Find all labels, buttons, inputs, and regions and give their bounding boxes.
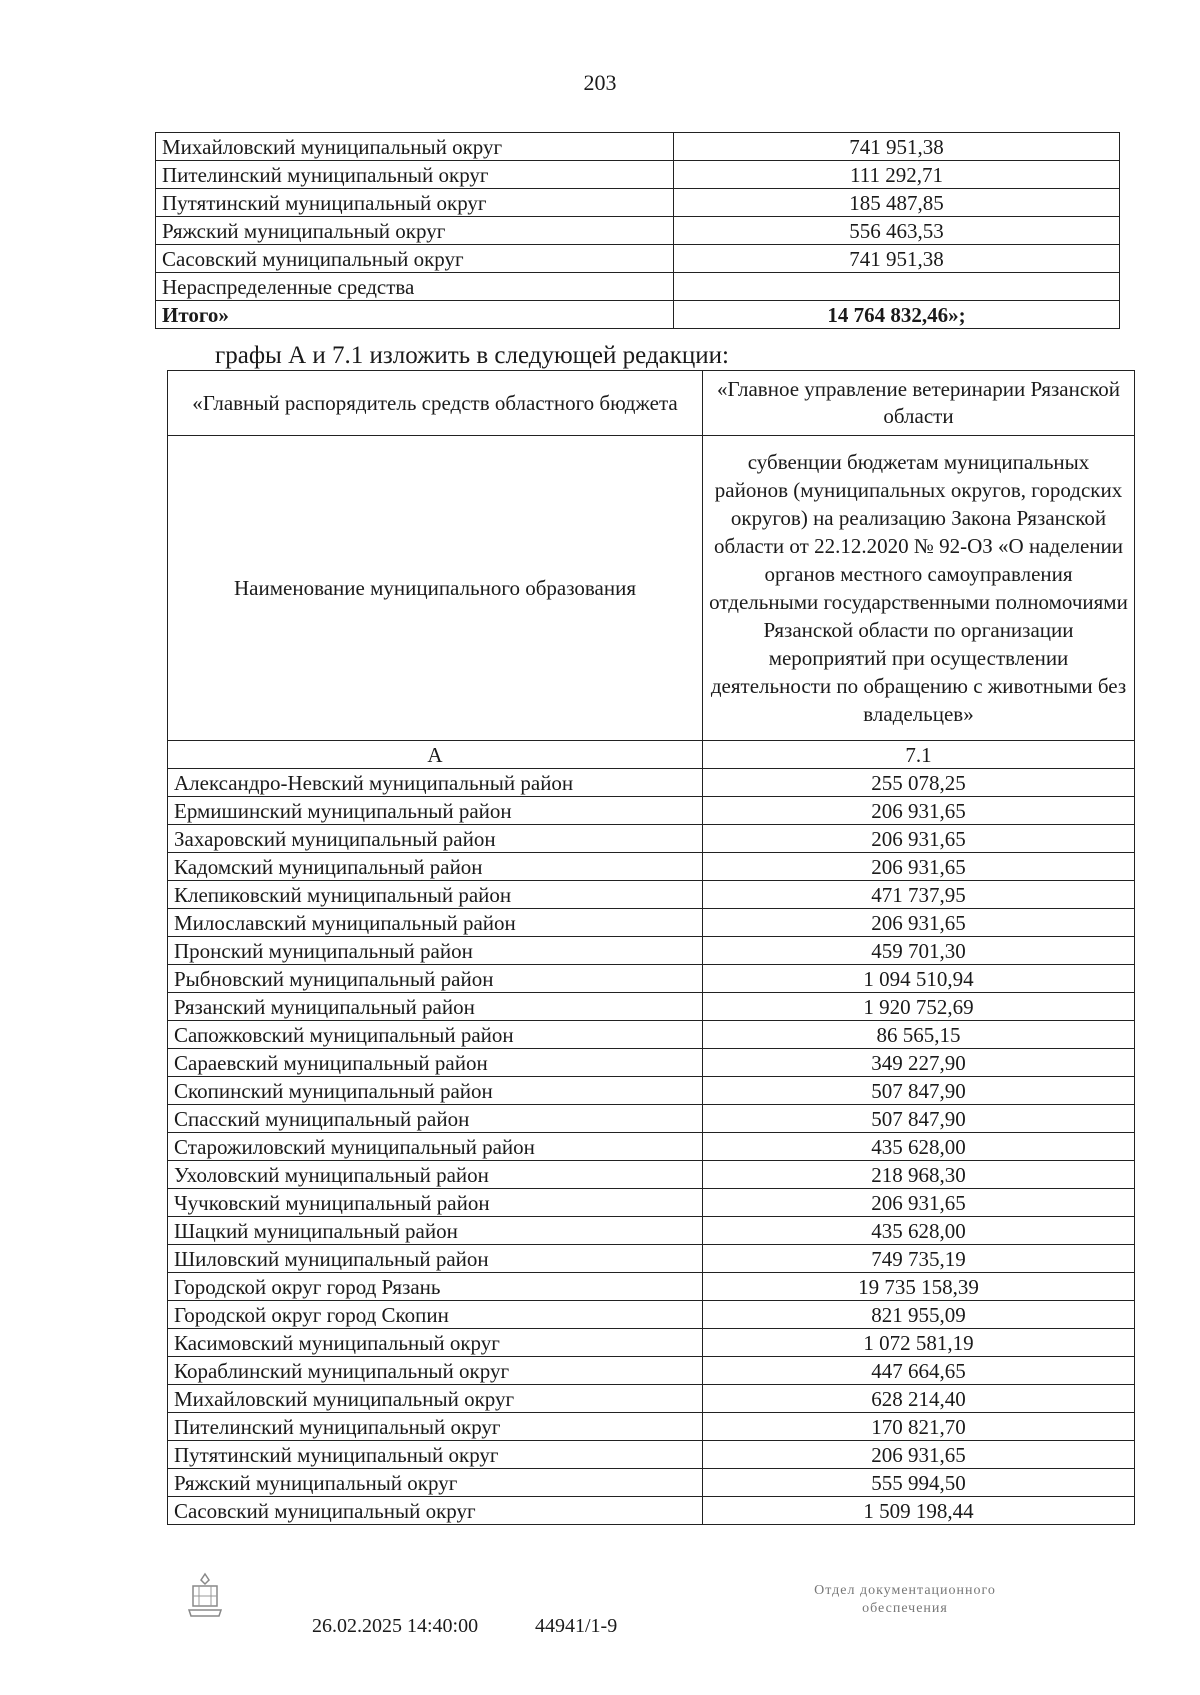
row-name: Кадомский муниципальный район	[168, 853, 703, 881]
row-value: 185 487,85	[674, 189, 1120, 217]
row-value: 507 847,90	[703, 1077, 1135, 1105]
row-value: 749 735,19	[703, 1245, 1135, 1273]
row-name: Чучковский муниципальный район	[168, 1189, 703, 1217]
table-row	[168, 1133, 1135, 1161]
column-number-a: А	[168, 741, 703, 769]
table-row	[168, 1441, 1135, 1469]
table-row	[168, 1021, 1135, 1049]
table-row	[168, 769, 1135, 797]
row-value: 741 951,38	[674, 133, 1120, 161]
row-name: Рязанский муниципальный район	[168, 993, 703, 1021]
stamp-line-1: Отдел документационного	[814, 1583, 996, 1598]
instruction-text: графы А и 7.1 изложить в следующей редакции:	[215, 342, 729, 369]
table-row	[168, 909, 1135, 937]
row-name: Спасский муниципальный район	[168, 1105, 703, 1133]
row-name: Городской округ город Рязань	[168, 1273, 703, 1301]
row-name: Михайловский муниципальный округ	[168, 1385, 703, 1413]
row-value: 628 214,40	[703, 1385, 1135, 1413]
row-value	[674, 273, 1120, 301]
total-row	[156, 301, 1120, 329]
row-name: Милославский муниципальный район	[168, 909, 703, 937]
table-row	[168, 1413, 1135, 1441]
table-row	[156, 189, 1120, 217]
row-value: 1 072 581,19	[703, 1329, 1135, 1357]
column-number-row	[168, 741, 1135, 769]
row-name: Александро-Невский муниципальный район	[168, 769, 703, 797]
top-table	[155, 132, 1120, 329]
row-value: 206 931,65	[703, 797, 1135, 825]
row-value: 255 078,25	[703, 769, 1135, 797]
row-value: 206 931,65	[703, 1441, 1135, 1469]
table-row	[168, 1357, 1135, 1385]
row-name: Ухоловский муниципальный район	[168, 1161, 703, 1189]
row-name: Городской округ город Скопин	[168, 1301, 703, 1329]
row-value: 218 968,30	[703, 1161, 1135, 1189]
emblem-icon	[185, 1570, 225, 1618]
row-value: 206 931,65	[703, 909, 1135, 937]
row-name: Шиловский муниципальный район	[168, 1245, 703, 1273]
table-row	[168, 1105, 1135, 1133]
row-value: 206 931,65	[703, 825, 1135, 853]
page-number: 203	[583, 70, 617, 95]
row-name: Шацкий муниципальный район	[168, 1217, 703, 1245]
distributor-value: «Главное управление ветеринарии Рязанской области	[703, 371, 1135, 436]
row-name: Ряжский муниципальный округ	[168, 1469, 703, 1497]
row-name: Клепиковский муниципальный район	[168, 881, 703, 909]
row-name: Пронский муниципальный район	[168, 937, 703, 965]
row-value: 471 737,95	[703, 881, 1135, 909]
row-name: Пителинский муниципальный округ	[156, 161, 674, 189]
row-value: 435 628,00	[703, 1133, 1135, 1161]
table-row	[168, 1161, 1135, 1189]
stamp-line-2: обеспечения	[862, 1601, 948, 1616]
row-name: Кораблинский муниципальный округ	[168, 1357, 703, 1385]
header-row-distributor	[168, 371, 1135, 436]
table-row	[168, 881, 1135, 909]
row-value: 1 920 752,69	[703, 993, 1135, 1021]
row-name: Скопинский муниципальный район	[168, 1077, 703, 1105]
row-name: Нераспределенные средства	[156, 273, 674, 301]
table-row	[168, 965, 1135, 993]
row-name: Путятинский муниципальный округ	[168, 1441, 703, 1469]
row-name: Ермишинский муниципальный район	[168, 797, 703, 825]
table-row	[156, 273, 1120, 301]
table-row	[156, 245, 1120, 273]
row-value: 555 994,50	[703, 1469, 1135, 1497]
row-name: Сапожковский муниципальный район	[168, 1021, 703, 1049]
row-value: 1 094 510,94	[703, 965, 1135, 993]
row-name: Сасовский муниципальный округ	[156, 245, 674, 273]
row-value: 19 735 158,39	[703, 1273, 1135, 1301]
row-name: Касимовский муниципальный округ	[168, 1329, 703, 1357]
table-row	[168, 1301, 1135, 1329]
table-row	[168, 1273, 1135, 1301]
row-value: 741 951,38	[674, 245, 1120, 273]
row-value: 821 955,09	[703, 1301, 1135, 1329]
distributor-label: «Главный распорядитель средств областного бюджета	[168, 371, 703, 436]
subvention-column-label: субвенции бюджетам муниципальных районов (муниципальных округов, городских округов) на реализацию Закона Рязанской области от 22.12.2020 № 92-ОЗ «О наделении органов местного самоуправления отдельными государственными полномочиями Рязанской области по организации мероприятий при осуществлении деятельности по обращению с животными без владельцев»	[703, 436, 1135, 741]
row-value: 1 509 198,44	[703, 1497, 1135, 1525]
row-value: 170 821,70	[703, 1413, 1135, 1441]
table-row	[168, 797, 1135, 825]
name-column-label: Наименование муниципального образования	[168, 436, 703, 741]
header-row-names	[168, 436, 1135, 741]
row-value: 86 565,15	[703, 1021, 1135, 1049]
row-name: Сасовский муниципальный округ	[168, 1497, 703, 1525]
table-row	[168, 993, 1135, 1021]
table-row	[168, 825, 1135, 853]
table-row	[168, 1469, 1135, 1497]
table-row	[168, 1329, 1135, 1357]
footer-datetime: 26.02.2025 14:40:00	[312, 1615, 479, 1637]
table-row	[168, 1245, 1135, 1273]
row-value: 556 463,53	[674, 217, 1120, 245]
row-value: 435 628,00	[703, 1217, 1135, 1245]
row-value: 507 847,90	[703, 1105, 1135, 1133]
row-value: 111 292,71	[674, 161, 1120, 189]
column-number-b: 7.1	[703, 741, 1135, 769]
row-name: Старожиловский муниципальный район	[168, 1133, 703, 1161]
table-row	[156, 217, 1120, 245]
row-name: Захаровский муниципальный район	[168, 825, 703, 853]
table-row	[168, 1217, 1135, 1245]
row-value: 447 664,65	[703, 1357, 1135, 1385]
department-stamp	[745, 1582, 1065, 1618]
row-name: Ряжский муниципальный округ	[156, 217, 674, 245]
table-row	[156, 133, 1120, 161]
table-row	[168, 1049, 1135, 1077]
table-row	[168, 1189, 1135, 1217]
row-name: Пителинский муниципальный округ	[168, 1413, 703, 1441]
total-value: 14 764 832,46»;	[674, 301, 1120, 329]
table-row	[168, 1077, 1135, 1105]
row-name: Сараевский муниципальный район	[168, 1049, 703, 1077]
table-row	[156, 161, 1120, 189]
table-row	[168, 1497, 1135, 1525]
row-value: 206 931,65	[703, 853, 1135, 881]
row-name: Путятинский муниципальный округ	[156, 189, 674, 217]
table-row	[168, 853, 1135, 881]
footer-doc-number: 44941/1-9	[535, 1615, 618, 1637]
total-label: Итого»	[156, 301, 674, 329]
row-name: Михайловский муниципальный округ	[156, 133, 674, 161]
table-row	[168, 937, 1135, 965]
row-value: 206 931,65	[703, 1189, 1135, 1217]
main-table	[167, 370, 1135, 1525]
row-name: Рыбновский муниципальный район	[168, 965, 703, 993]
row-value: 459 701,30	[703, 937, 1135, 965]
table-row	[168, 1385, 1135, 1413]
row-value: 349 227,90	[703, 1049, 1135, 1077]
